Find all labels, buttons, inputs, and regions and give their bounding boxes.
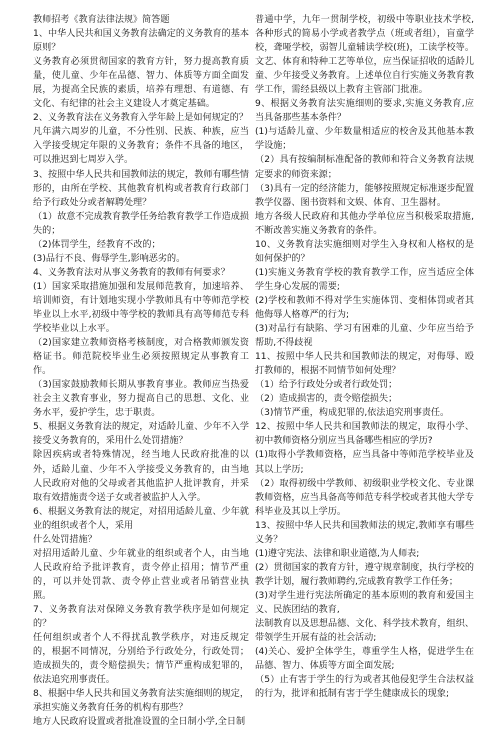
paragraph: (2)学校和教师不得对学生实施体罚、变相体罚或者其他侮辱人格尊严的行为;	[255, 295, 474, 320]
paragraph: (1)实施义务教育学校的教育教学工作，应当适应全体学生身心发展的需要;	[255, 267, 474, 292]
left-column	[33, 13, 249, 729]
paragraph: (1）国家采取措施加强和发展师范教育，加速培养、培训师资，有计划地实现小学教师具有中等师范学校毕业以上水平,初级中等学校的教师具有高等师范专科学校毕业以上水平。	[33, 281, 249, 335]
paragraph: (2）贯彻国家的教育方针，遵守规章制度，执行学校的教学计划，履行教师聘约,完成教育教学工作任务；	[255, 562, 474, 587]
right-column	[255, 13, 474, 701]
paragraph: 9、根据义务教育法实施细则的要求,实施义务教育,应当具备那些基本条件？	[255, 99, 474, 124]
paragraph: (3)品行不良、侮辱学生,影响恶劣的。	[33, 253, 186, 264]
paragraph: 普通中学，九年一贯制学校，初级中等职业技术学校,各种形式的简易小学或者教学点（班或者组），盲童学校，聋哑学校，弱智儿童辅读学校(班)，工读学校等。文艺、体育和特种工艺等单位，应当保证招收的适龄儿童、少年接受义务教育。上述单位自行实施义务教育教学工作，需经县级以上教育主管部门批准。	[255, 15, 474, 96]
paragraph: 4、义务教育法对从事义务教育的教师有何要求？	[33, 267, 230, 278]
paragraph: 3、按照中华人民共和国教师法的规定，教师有哪些情形的，由所在学校、其他教育机构或者教育行政部门给予行政处分或者解聘处理？	[33, 169, 249, 208]
paragraph: （3)国家鼓励教师长期从事教育事业。教师应当热爱社会主义教育事业，努力提高自己的思想、文化、业务水平，爱护学生，忠于职责。	[33, 380, 249, 419]
paragraph: （2）造成损害的，责令赔偿损失；	[255, 394, 398, 405]
paragraph: 7、义务教育法对保障义务教育教学秩序是如何规定的？	[33, 604, 249, 630]
paragraph: 1、中华人民共和国义务教育法确定的义务教育的基本原则？	[33, 29, 249, 54]
paragraph: 13、按照中华人民共和国教师法的规定,教师享有哪些义务？	[255, 520, 474, 545]
paragraph: （3)情节严重，构成犯罪的,依法追究刑事责任。	[255, 408, 450, 419]
paragraph: （1）给予行政处分或者行政处罚；	[255, 380, 398, 391]
paragraph: 12、按照中华人民共和国教师法的规定，取得小学、初中教师资格分别应当具备哪些相应的学历?	[255, 422, 474, 447]
paragraph: （2）取得初级中学教师、初级职业学校文化、专业课教师资格，应当具备高等师范专科学校或者其他大学专科毕业及其以上学历。	[255, 478, 474, 517]
paragraph: （1）故意不完成教育教学任务给教育教学工作造成损失的；	[33, 211, 249, 236]
paragraph: （5）止有害于学生的行为或者其他侵犯学生合法权益的行为，批评和抵制有害于学生健康成长的现象;	[255, 675, 474, 700]
paragraph: 2、义务教育法在义务教育入学年龄上是如何规定的？	[33, 113, 248, 124]
paragraph: (3)对学生进行宪法所确定的基本原则的教育和爱国主义、民族团结的教育,	[255, 590, 474, 615]
paragraph: 地方各级人民政府和其他办学单位应当积极采取措施,不断改善实施义务教育的条件。	[255, 211, 474, 236]
paragraph: (1)与适龄儿童、少年数量相适应的校舍及其他基本教学设施；	[255, 127, 474, 152]
paragraph: 5、根据义务教育法的规定，对适龄儿童、少年不入学接受义务教育的，采用什么处罚措施？	[33, 422, 249, 447]
paragraph: （3)具有一定的经济能力，能够按照规定标准逐步配置教学仪器、图书资料和文娱、体育、卫生器材。	[255, 183, 474, 208]
paragraph: 11、按照中华人民共和国教师法的规定，对侮辱、殴打教师的，根据不同情节如何处理？	[255, 352, 474, 377]
paragraph: （2)国家建立教师资格考核制度，对合格教师颁发资格证书。师范院校毕业生必须按照规定从事教育工作。	[33, 338, 249, 377]
paragraph: (3)对品行有缺陷、学习有困难的儿童、少年应当给予帮助,不得歧视	[255, 324, 474, 349]
paragraph: 凡年满六周岁的儿童，不分性别、民族、种族，应当入学接受规定年限的义务教育；条件不具备的地区，可以推迟到七周岁入学。	[33, 127, 249, 166]
paragraph: （2)体罚学生，经教育不改的；	[33, 239, 161, 250]
paragraph: 教师招考《教育法律法规》简答题	[33, 15, 170, 25]
paragraph: 除因疾病或者特殊情况，经当地人民政府批准的以外，适龄儿童、少年不入学接受义务教育的，由当地人民政府对他的父母或者其他监护人批评教育，并采取有效措施责令送子女或者被监护人入学。	[33, 450, 249, 503]
paragraph: (4)关心、爱护全体学生，尊重学生人格，促进学生在品德、智力、体质等方面全面发展;	[255, 647, 474, 672]
paragraph: （2）具有按编制标准配备的教师和符合义务教育法规定要求的师资来源；	[255, 155, 474, 180]
paragraph: (1)遵守宪法、法律和职业道德,为人师表;	[255, 548, 420, 559]
paragraph: 法制教育以及思想品德、文化、科学技术教育，组织、带领学生开展有益的社会活动;	[255, 619, 474, 644]
paragraph: 地方人民政府设置或者批准设置的全日制小学,全日制	[33, 717, 246, 728]
paragraph: 什么处罚措施？	[33, 534, 97, 545]
paragraph: 6、根据义务教育法的规定，对招用适龄儿童、少年就业的组织或者个人，采用	[33, 506, 249, 531]
paragraph: 10、义务教育法实施细则对学生入身权和人格权的是如何保护的？	[255, 239, 474, 264]
paragraph: 任何组织或者个人不得扰乱教学秩序，对违反规定的，根据不同情况，分别给予行政处分，行政处罚；造成损失的，责令赔偿损失；情节严重构成犯罪的，依法追究刑事责任。	[33, 633, 249, 686]
paragraph: (1)取得小学教师资格，应当具备中等师范学校毕业及其以上学历;	[255, 450, 474, 475]
paragraph: 义务教育必须贯彻国家的教育方针，努力提高教育质量，使儿童、少年在品德、智力、体质等方面全面发展，为提高全民族的素质，培养有理想、有道德、有文化、有纪律的社会主义建设人才奠定基础。	[33, 57, 249, 110]
paragraph: 对招用适龄儿童、少年就业的组织或者个人，由当地人民政府给予批评教育，责令停止招用；情节严重的，可以并处罚款、责令停止营业或者吊销营业执照。	[33, 548, 249, 601]
paragraph: 8、根据中华人民共和国义务教育法实施细则的规定，承担实施义务教育任务的机构有那些？	[33, 689, 249, 714]
